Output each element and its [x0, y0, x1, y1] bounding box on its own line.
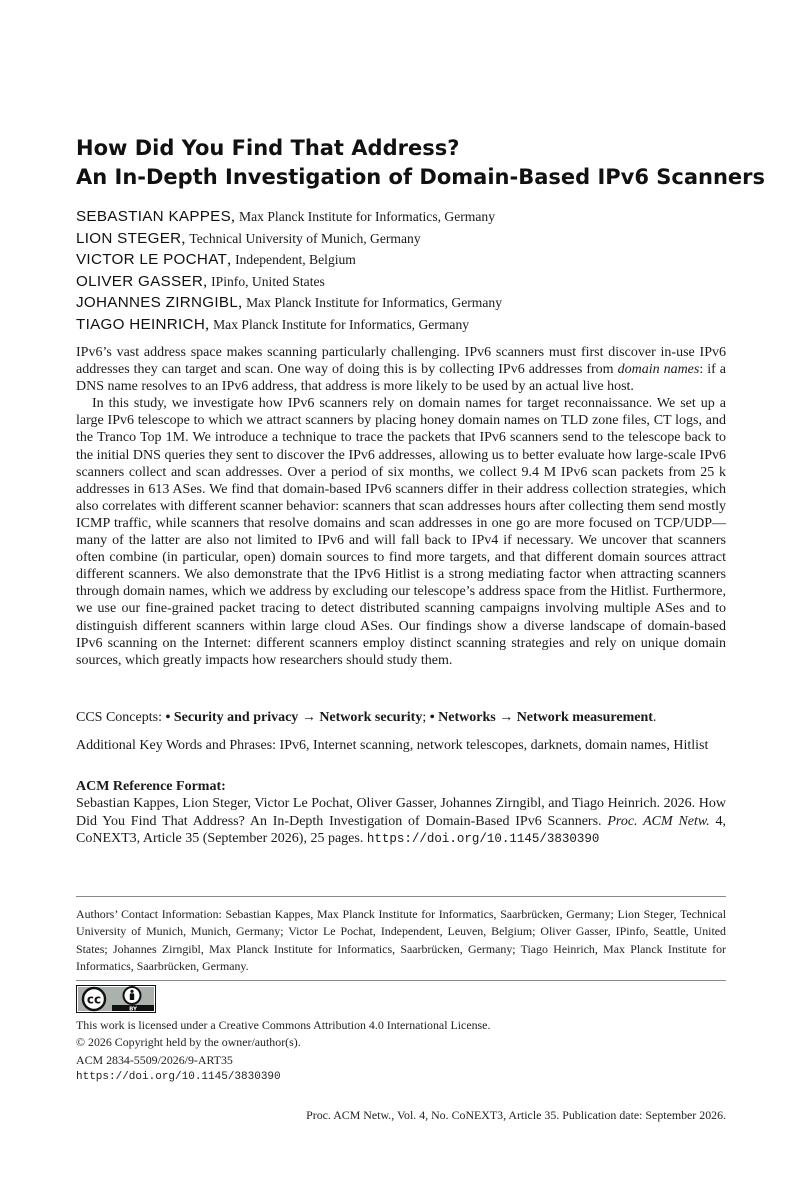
author-affiliation: Technical University of Munich, Germany [189, 230, 421, 246]
abstract-text: : if a DNS name resolves to an IPv6 address, that address is more likely to be used by an actual live host. [76, 362, 727, 395]
ccs-label: CCS Concepts: [76, 710, 166, 725]
license-line: This work is licensed under a Creative Commons Attribution 4.0 International License. [76, 1018, 491, 1032]
paper-title [76, 134, 766, 192]
ccs-concepts [76, 709, 726, 727]
author-entry: LION STEGER, Technical University of Munich, Germany [76, 229, 421, 247]
ccs-term: • Networks [429, 710, 496, 725]
author-affiliation: Max Planck Institute for Informatics, Germany [246, 295, 503, 310]
author-entry: TIAGO HEINRICH, Max Planck Institute for Informatics, Germany [76, 315, 470, 333]
by-logo-text: BY [129, 1006, 137, 1013]
abstract-emphasis: domain names [617, 362, 700, 378]
ccs-end: . [652, 710, 657, 725]
author-entry: OLIVER GASSER, IPinfo, United States [76, 272, 325, 290]
keywords: Additional Key Words and Phrases: IPv6, Internet scanning, network telescopes, darknets, domain names, Hitlist [76, 738, 709, 753]
author-name: SEBASTIAN KAPPES [76, 208, 232, 225]
reference-text: Sebastian Kappes, Lion Steger, Victor Le Pochat, Oliver Gasser, Johannes Zirngibl, and Tiago Heinrich. 2026. How Did You Find That Address? An In-Depth Investigation of Domain-Based IPv6 Scanners. [76, 796, 726, 829]
reference-text: 4, CoNEXT3, Article 35 (September 2026), 25 pages. [76, 813, 726, 846]
acm-id-line: ACM 2834-5509/2026/9-ART35 [76, 1052, 233, 1067]
ccs-arrow: → [495, 710, 517, 725]
ccs-term: Network measurement [516, 710, 653, 725]
author-affiliation: Max Planck Institute for Informatics, Germany [239, 209, 495, 224]
abstract-paragraph-1 [76, 344, 726, 395]
author-name: OLIVER GASSER [76, 272, 204, 290]
creative-commons-by-icon[interactable] [76, 985, 156, 1013]
author-name: LION STEGER [76, 229, 182, 247]
cc-logo-text: cc [86, 992, 102, 1007]
author-list [76, 206, 726, 335]
author-affiliation: IPinfo, United States [211, 273, 325, 289]
page-footer: Proc. ACM Netw., Vol. 4, No. CoNEXT3, Article 35. Publication date: September 2026. [306, 1108, 726, 1122]
ccs-term: Network security [319, 710, 423, 725]
abstract-paragraph-2: In this study, we investigate how IPv6 scanners rely on domain names for target reconnaissance. We set up a large IPv6 telescope to which we attract scanners by placing honey domain names on TLD zone files, CT logs, and the Tranco Top 1M. We introduce a technique to trace the packets that IPv6 scanners send to the telescope back to the initial DNS queries they sent to discover the IPv6 addresses, allowing us to better evaluate how large-scale IPv6 scanners collect and scan addresses. Over a period of six months, we collect 9.4 M IPv6 scan packets from 25 k addresses in 613 ASes. We find that domain-based IPv6 scanners differ in their address collection strategies, which also correlates with different scanner behavior: scanners that scan addresses hours after collecting them send mostly ICMP traffic, while scanners that resolve domains and scan addresses in one go are more focused on TCP/UDP—many of the latter are also not limited to IPv6 and will fall back to IPv4 if necessary. We uncover that scanners often combine (in particular, open) domain sources to find more targets, and that different domain sources attract different scanners. We also demonstrate that the IPv6 Hitlist is a strong mediating factor when attracting scanners through domain names, which we address by excluding our telescope’s address space from the Hitlist. Furthermore, we use our fine-grained packet tracing to detect distributed scanning campaigns involving multiple ASes and to distinguish different scanners within large cloud ASes. Our findings show a diverse landscape of domain-based IPv6 scanning on the Internet: different scanners employ distinct scanning strategies and rely on unique domain sources, which greatly impacts how researchers should study them. [76, 396, 726, 668]
license-divider [76, 980, 726, 981]
reference-journal: Proc. ACM Netw. [607, 813, 710, 829]
title-line-2: An In-Depth Investigation of Domain-Based IPv6 Scanners [76, 165, 766, 189]
reference-doi-link[interactable]: https://doi.org/10.1145/3830390 [366, 832, 600, 846]
ccs-separator: ; [422, 710, 430, 725]
ccs-arrow: → [298, 710, 320, 725]
abstract [76, 344, 726, 669]
author-entry: JOHANNES ZIRNGIBL, Max Planck Institute for Informatics, Germany [76, 294, 503, 311]
author-contact-info: Authors’ Contact Information: Sebastian Kappes, Max Planck Institute for Informatics, Saarbrücken, Germany; Lion Steger, Technical University of Munich, Munich, Germany; Victor Le Pochat, Independent, Leuven, Belgium; Oliver Gasser, IPinfo, Seattle, United States; Johannes Zirngibl, Max Planck Institute for Informatics, Saarbrücken, Germany; Tiago Heinrich, Max Planck Institute for Informatics, Saarbrücken, Germany. [76, 907, 726, 973]
license-doi-link[interactable]: https://doi.org/10.1145/3830390 [76, 1070, 281, 1083]
author-affiliation: Independent, Belgium [235, 252, 356, 267]
author-entry: SEBASTIAN KAPPES, Max Planck Institute for Informatics, Germany [76, 208, 495, 225]
author-entry: VICTOR LE POCHAT, Independent, Belgium [76, 251, 356, 268]
footnote-divider [76, 896, 726, 897]
author-affiliation: Max Planck Institute for Informatics, Germany [213, 316, 470, 332]
copyright-line: © 2026 Copyright held by the owner/author(s). [76, 1035, 301, 1050]
abstract-text: IPv6’s vast address space makes scanning particularly challenging. IPv6 scanners must first discover in-use IPv6 addresses they can target and scan. One way of doing this is by collecting IPv6 addresses from [76, 345, 726, 378]
license-info [76, 1017, 726, 1086]
ccs-term: • Security and privacy [165, 710, 299, 725]
reference-format [76, 795, 726, 849]
author-name: JOHANNES ZIRNGIBL [76, 294, 239, 311]
reference-heading: ACM Reference Format: [76, 779, 226, 794]
author-name: VICTOR LE POCHAT [76, 251, 228, 268]
title-line-1: How Did You Find That Address? [76, 136, 460, 160]
author-name: TIAGO HEINRICH [76, 315, 206, 333]
